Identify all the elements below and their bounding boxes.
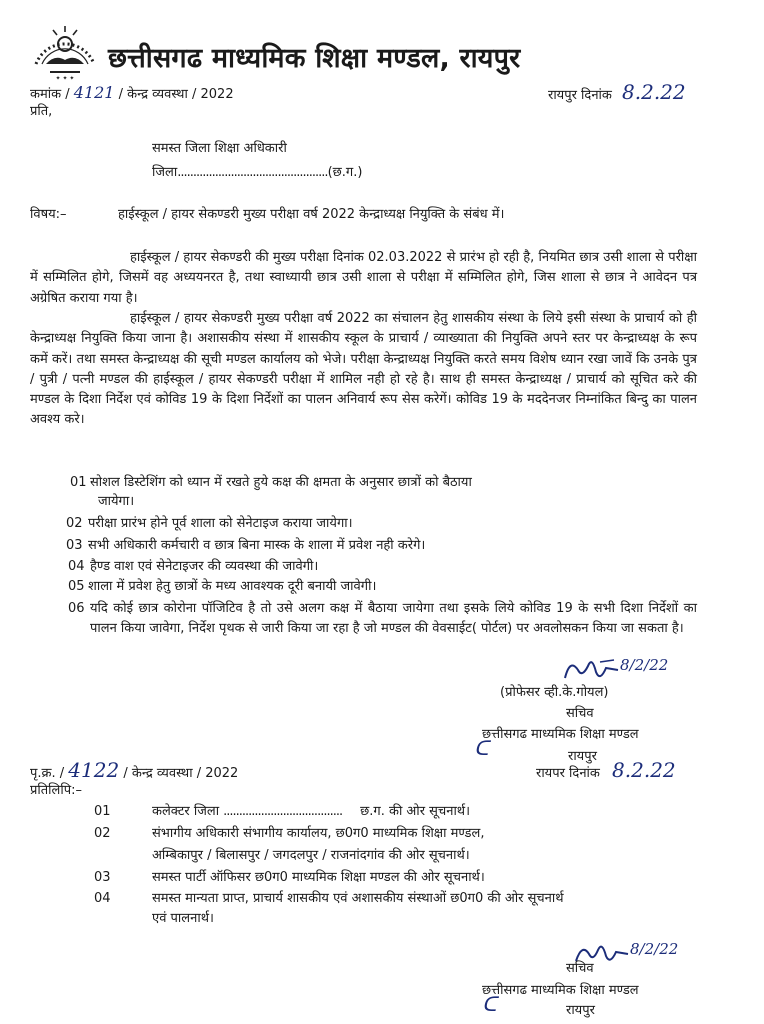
copy-item-text: समस्त मान्यता प्राप्त, प्राचार्य शासकीय एवं अशासकीय संस्थाओं छ0ग0 की ओर सूचनार्थ bbox=[152, 891, 564, 906]
copy-ref-number: 4122 bbox=[68, 758, 120, 782]
signatory2-designation: सचिव bbox=[566, 961, 594, 976]
copy-item-post: छ.ग. की ओर सूचनार्थ। bbox=[360, 804, 471, 819]
signatory-designation: सचिव bbox=[566, 706, 594, 721]
state-label: (छ.ग.) bbox=[327, 165, 363, 180]
prati-label: प्रति, bbox=[30, 104, 53, 119]
copy-item-pre: कलेक्टर जिला bbox=[152, 804, 220, 819]
copy-item-text-cont: एवं पालनार्थ। bbox=[152, 911, 214, 926]
point-text: सोशल डिस्टेशिंग को ध्यान में रखते हुये कक्ष की क्षमता के अनुसार छात्रों को बैठाया bbox=[90, 475, 472, 490]
copy-date-handwritten: 8.2.22 bbox=[612, 758, 676, 782]
place-date-label: रायपुर दिनांक bbox=[548, 88, 612, 103]
point-num: 01 bbox=[70, 475, 87, 490]
org-title: छत्तीसगढ माध्यमिक शिक्षा मण्डल, रायपुर bbox=[108, 43, 521, 74]
signatory2-city: रायपुर bbox=[566, 1003, 595, 1018]
copy-place-date bbox=[536, 758, 676, 782]
signature2-date: 8/2/22 bbox=[630, 940, 679, 958]
ref-number: 4121 bbox=[73, 83, 115, 102]
point-text: शाला में प्रवेश हेतु छात्रों के मध्य आवश्यक दूरी बनायी जावेगी। bbox=[88, 579, 377, 594]
district-blank: ................................................ bbox=[177, 165, 328, 180]
copy-item-num: 01 bbox=[94, 804, 111, 819]
pratilipi-label: प्रतिलिपि:– bbox=[30, 783, 82, 798]
ref-suffix: / केन्द्र व्यवस्था / 2022 bbox=[118, 87, 234, 102]
board-emblem-icon bbox=[30, 20, 100, 82]
signatory-name: (प्रोफेसर व्ही.के.गोयल) bbox=[500, 685, 609, 700]
point-text: यदि कोई छात्र कोरोना पॉजिटिव है तो उसे अलग कक्ष में बैठाया जायेगा तथा इसके लिये कोविड 19 के सभी दिशा निर्देशों का पालन किया जावेगा, निर्देश पृथक से जारी किया जा रहा है जो मण्डल की वेवसाईट( पोर्टल) पर अवलोसकन किया जा सकता है। bbox=[90, 601, 697, 636]
signatory2-org: छत्तीसगढ माध्यमिक शिक्षा मण्डल bbox=[482, 983, 639, 998]
body-paragraph-2: हाईस्कूल / हायर सेकण्डरी मुख्य परीक्षा वर्ष 2022 का संचालन हेतु शासकीय संस्था के लिये इसी संस्था के प्राचार्य को ही केन्द्राध्यक्ष नियुक्ति किया जाना है। अशासकीय संस्था में शासकीय स्कूल के प्राचार्य / व्याख्याता की नियुक्ति अपने स्तर पर केन्द्राध्यक्ष के रूप कमें करें। तथा समस्त केन्द्राध्यक्ष की सूची मण्डल कार्यालय को भेजे। परीक्षा केन्द्राध्यक्ष नियुक्ति करते समय विशेष ध्यान रखा जावें कि उनके पुत्र / पुत्री / पत्नी मण्डल की हाईस्कूल / हायर सेकण्डरी परीक्षा में शामिल नही हो रहे है। साथ ही समस्त केन्द्राध्यक्ष / प्राचार्य को सूचित करे की मण्डल के दिशा निर्देश एवं कोविड 19 के दिशा निर्देशों का पालन अनिवार्य रूप सेस करेगें। कोविड 19 के मददेनजर निम्नांकित बिन्दु का पालन अवश्य करे। bbox=[30, 311, 697, 428]
addressee-line: समस्त जिला शिक्षा अधिकारी bbox=[152, 141, 287, 156]
pen-mark-icon: ᑕ bbox=[474, 736, 489, 760]
pen-mark-icon: ᑕ bbox=[482, 992, 497, 1016]
point-text: सभी अधिकारी कर्मचारी व छात्र बिना मास्क के शाला में प्रवेश नही करेगे। bbox=[88, 538, 426, 553]
ref-line bbox=[30, 84, 234, 103]
copy-ref-prefix: पृ.क्र. / bbox=[30, 766, 65, 781]
body-paragraph-1: हाईस्कूल / हायर सेकण्डरी की मुख्य परीक्षा दिनांक 02.03.2022 से प्रारंभ हो रही है, नियमित छात्र उसी शाला से परीक्षा में सम्मिलित होगे, जिसमें वह अध्ययनरत है, तथा स्वाध्यायी छात्र उसी शाला से परीक्षा में सम्मिलित होगे, जिस शाला से छात्र ने आवेदन पत्र अग्रेषित कराया गया है। bbox=[30, 250, 697, 306]
addressee-district bbox=[152, 164, 362, 181]
point-num: 05 bbox=[68, 579, 85, 594]
copy-ref-suffix: / केन्द्र व्यवस्था / 2022 bbox=[123, 766, 239, 781]
district-label: जिला bbox=[152, 165, 178, 180]
copy-item-num: 02 bbox=[94, 826, 111, 841]
copy-item-text-cont: अम्बिकापुर / बिलासपुर / जगदलपुर / राजनांदगांव की ओर सूचनार्थ। bbox=[152, 848, 470, 863]
point-num: 03 bbox=[66, 538, 83, 553]
copy-place-date-label: रायपर दिनांक bbox=[536, 766, 600, 781]
subject-text: हाईस्कूल / हायर सेकण्डरी मुख्य परीक्षा वर्ष 2022 केन्द्राध्यक्ष नियुक्ति के संबंध में। bbox=[118, 207, 505, 222]
copy-item-num: 04 bbox=[94, 891, 111, 906]
point-num: 06 bbox=[68, 601, 85, 616]
svg-text:✦ ✦ ✦: ✦ ✦ ✦ bbox=[55, 75, 75, 82]
copy-item-text bbox=[152, 803, 470, 820]
copy-ref-line bbox=[30, 758, 239, 782]
signatory-city: रायपुर bbox=[568, 749, 597, 764]
subject-label: विषय:– bbox=[30, 207, 67, 222]
point-text: हैण्ड वाश एवं सेनेटाइजर की व्यवस्था की जावेगी। bbox=[90, 559, 319, 574]
point-text: परीक्षा प्रारंभ होने पूर्व शाला को सेनेटाइज कराया जायेगा। bbox=[88, 516, 353, 531]
copy-item-text: संभागीय अधिकारी संभागीय कार्यालय, छ0ग0 माध्यमिक शिक्षा मण्डल, bbox=[152, 826, 485, 841]
copy-item-blank: ...................................... bbox=[223, 804, 343, 819]
signature-date: 8/2/22 bbox=[620, 656, 669, 674]
copy-item-num: 03 bbox=[94, 870, 111, 885]
signatory-org: छत्तीसगढ माध्यमिक शिक्षा मण्डल bbox=[482, 727, 639, 742]
issue-date-handwritten: 8.2.22 bbox=[622, 80, 686, 104]
point-num: 04 bbox=[68, 559, 85, 574]
copy-item-text: समस्त पार्टी ऑफिसर छ0ग0 माध्यमिक शिक्षा मण्डल की ओर सूचनार्थ। bbox=[152, 870, 485, 885]
place-date bbox=[548, 80, 686, 104]
point-num: 02 bbox=[66, 516, 83, 531]
ref-prefix: कमांक / bbox=[30, 87, 70, 102]
point-text-cont: जायेगा। bbox=[98, 494, 135, 509]
